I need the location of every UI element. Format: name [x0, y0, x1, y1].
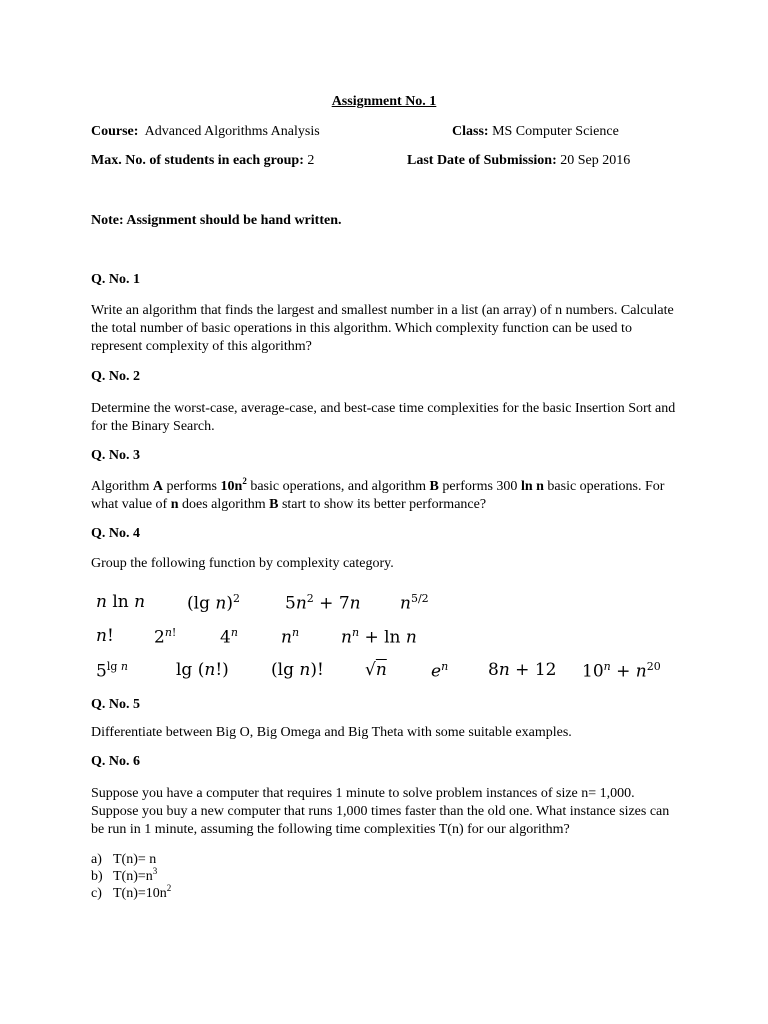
max-students-line	[91, 153, 314, 169]
course-line	[91, 124, 320, 140]
list-item: b) $T(n)=n^3$	[91, 866, 158, 884]
q4-text: Group the following function by complexity category.	[91, 556, 394, 571]
list-item: c) $T(n)=10n^2$	[91, 883, 172, 901]
func-10n-n20: $10^n + n^{20}$	[582, 660, 661, 682]
q5-heading: Q. No. 5	[91, 697, 140, 712]
func-2-n-factorial: $2^{n!}$	[154, 626, 177, 648]
q1-heading: Q. No. 1	[91, 272, 140, 287]
func-4-n: 4$^n$	[220, 626, 238, 648]
list-item: a) T(n)= n	[91, 852, 157, 867]
max-students-value: 2	[307, 153, 315, 168]
last-date-value: 20 Sep 2016	[560, 153, 631, 168]
q2-text: Determine the worst-case, average-case, and best-case time complexities for the basic Insertion Sort and for the Binary Search.	[91, 401, 676, 434]
course-label: Course:	[91, 124, 139, 139]
q3-text: Algorithm A performs $10n^2$ basic operations, and algorithm B performs 300 ln n basic operations. For what value of n does algorithm B start to show its better performance?	[91, 476, 665, 512]
q6-options	[91, 851, 171, 902]
func-8n-12: 8n + 12	[488, 660, 557, 680]
func-5n2-7n: $5n^2 + 7n$	[285, 592, 361, 614]
func-sqrt-n: √n	[365, 660, 387, 680]
max-students-label: Max. No. of students in each group:	[91, 153, 304, 168]
func-lgn-squared: (lg n)$^2$	[187, 592, 240, 614]
func-e-n: $e^n$	[431, 660, 449, 682]
func-n-factorial: n!	[96, 626, 114, 646]
class-value: MS Computer Science	[492, 124, 619, 139]
class-label: Class:	[452, 124, 489, 139]
q6-heading: Q. No. 6	[91, 754, 140, 769]
last-date-line	[407, 153, 630, 169]
note: Note: Assignment should be hand written.	[91, 213, 342, 228]
course-value: Advanced Algorithms Analysis	[144, 124, 320, 139]
q4-heading: Q. No. 4	[91, 526, 140, 541]
class-line	[452, 124, 619, 140]
assignment-title: Assignment No. 1	[331, 94, 437, 109]
func-lg-nfact: lg (n!)	[176, 660, 229, 680]
q6-text: Suppose you have a computer that requires 1 minute to solve problem instances of size n= 1,000. Suppose you buy a new computer that runs 1,000 times faster than the old one. What instance sizes can be run in 1 minute, assuming the following time complexities T(n) for our algorithm?	[91, 786, 670, 837]
func-n-5-2: $n^{5/2}$	[400, 592, 429, 614]
q1-text: Write an algorithm that finds the largest and smallest number in a list (an array) of n numbers. Calculate the total number of basic operations in this algorithm. Which complexity function can be used to represent complexity of this algorithm?	[91, 303, 674, 354]
q3-heading: Q. No. 3	[91, 448, 140, 463]
func-lgn-factorial: (lg n)!	[271, 660, 324, 680]
func-nn-plus-lnn: $n^n + \ln n$	[341, 626, 417, 648]
q5-text: Differentiate between Big O, Big Omega and Big Theta with some suitable examples.	[91, 725, 572, 740]
last-date-label: Last Date of Submission:	[407, 153, 557, 168]
func-5-lgn: $5^{lg n}$	[96, 660, 128, 682]
func-n-n: $n^n$	[281, 626, 300, 648]
func-nlnn: n ln n	[96, 592, 146, 612]
q2-heading: Q. No. 2	[91, 369, 140, 384]
